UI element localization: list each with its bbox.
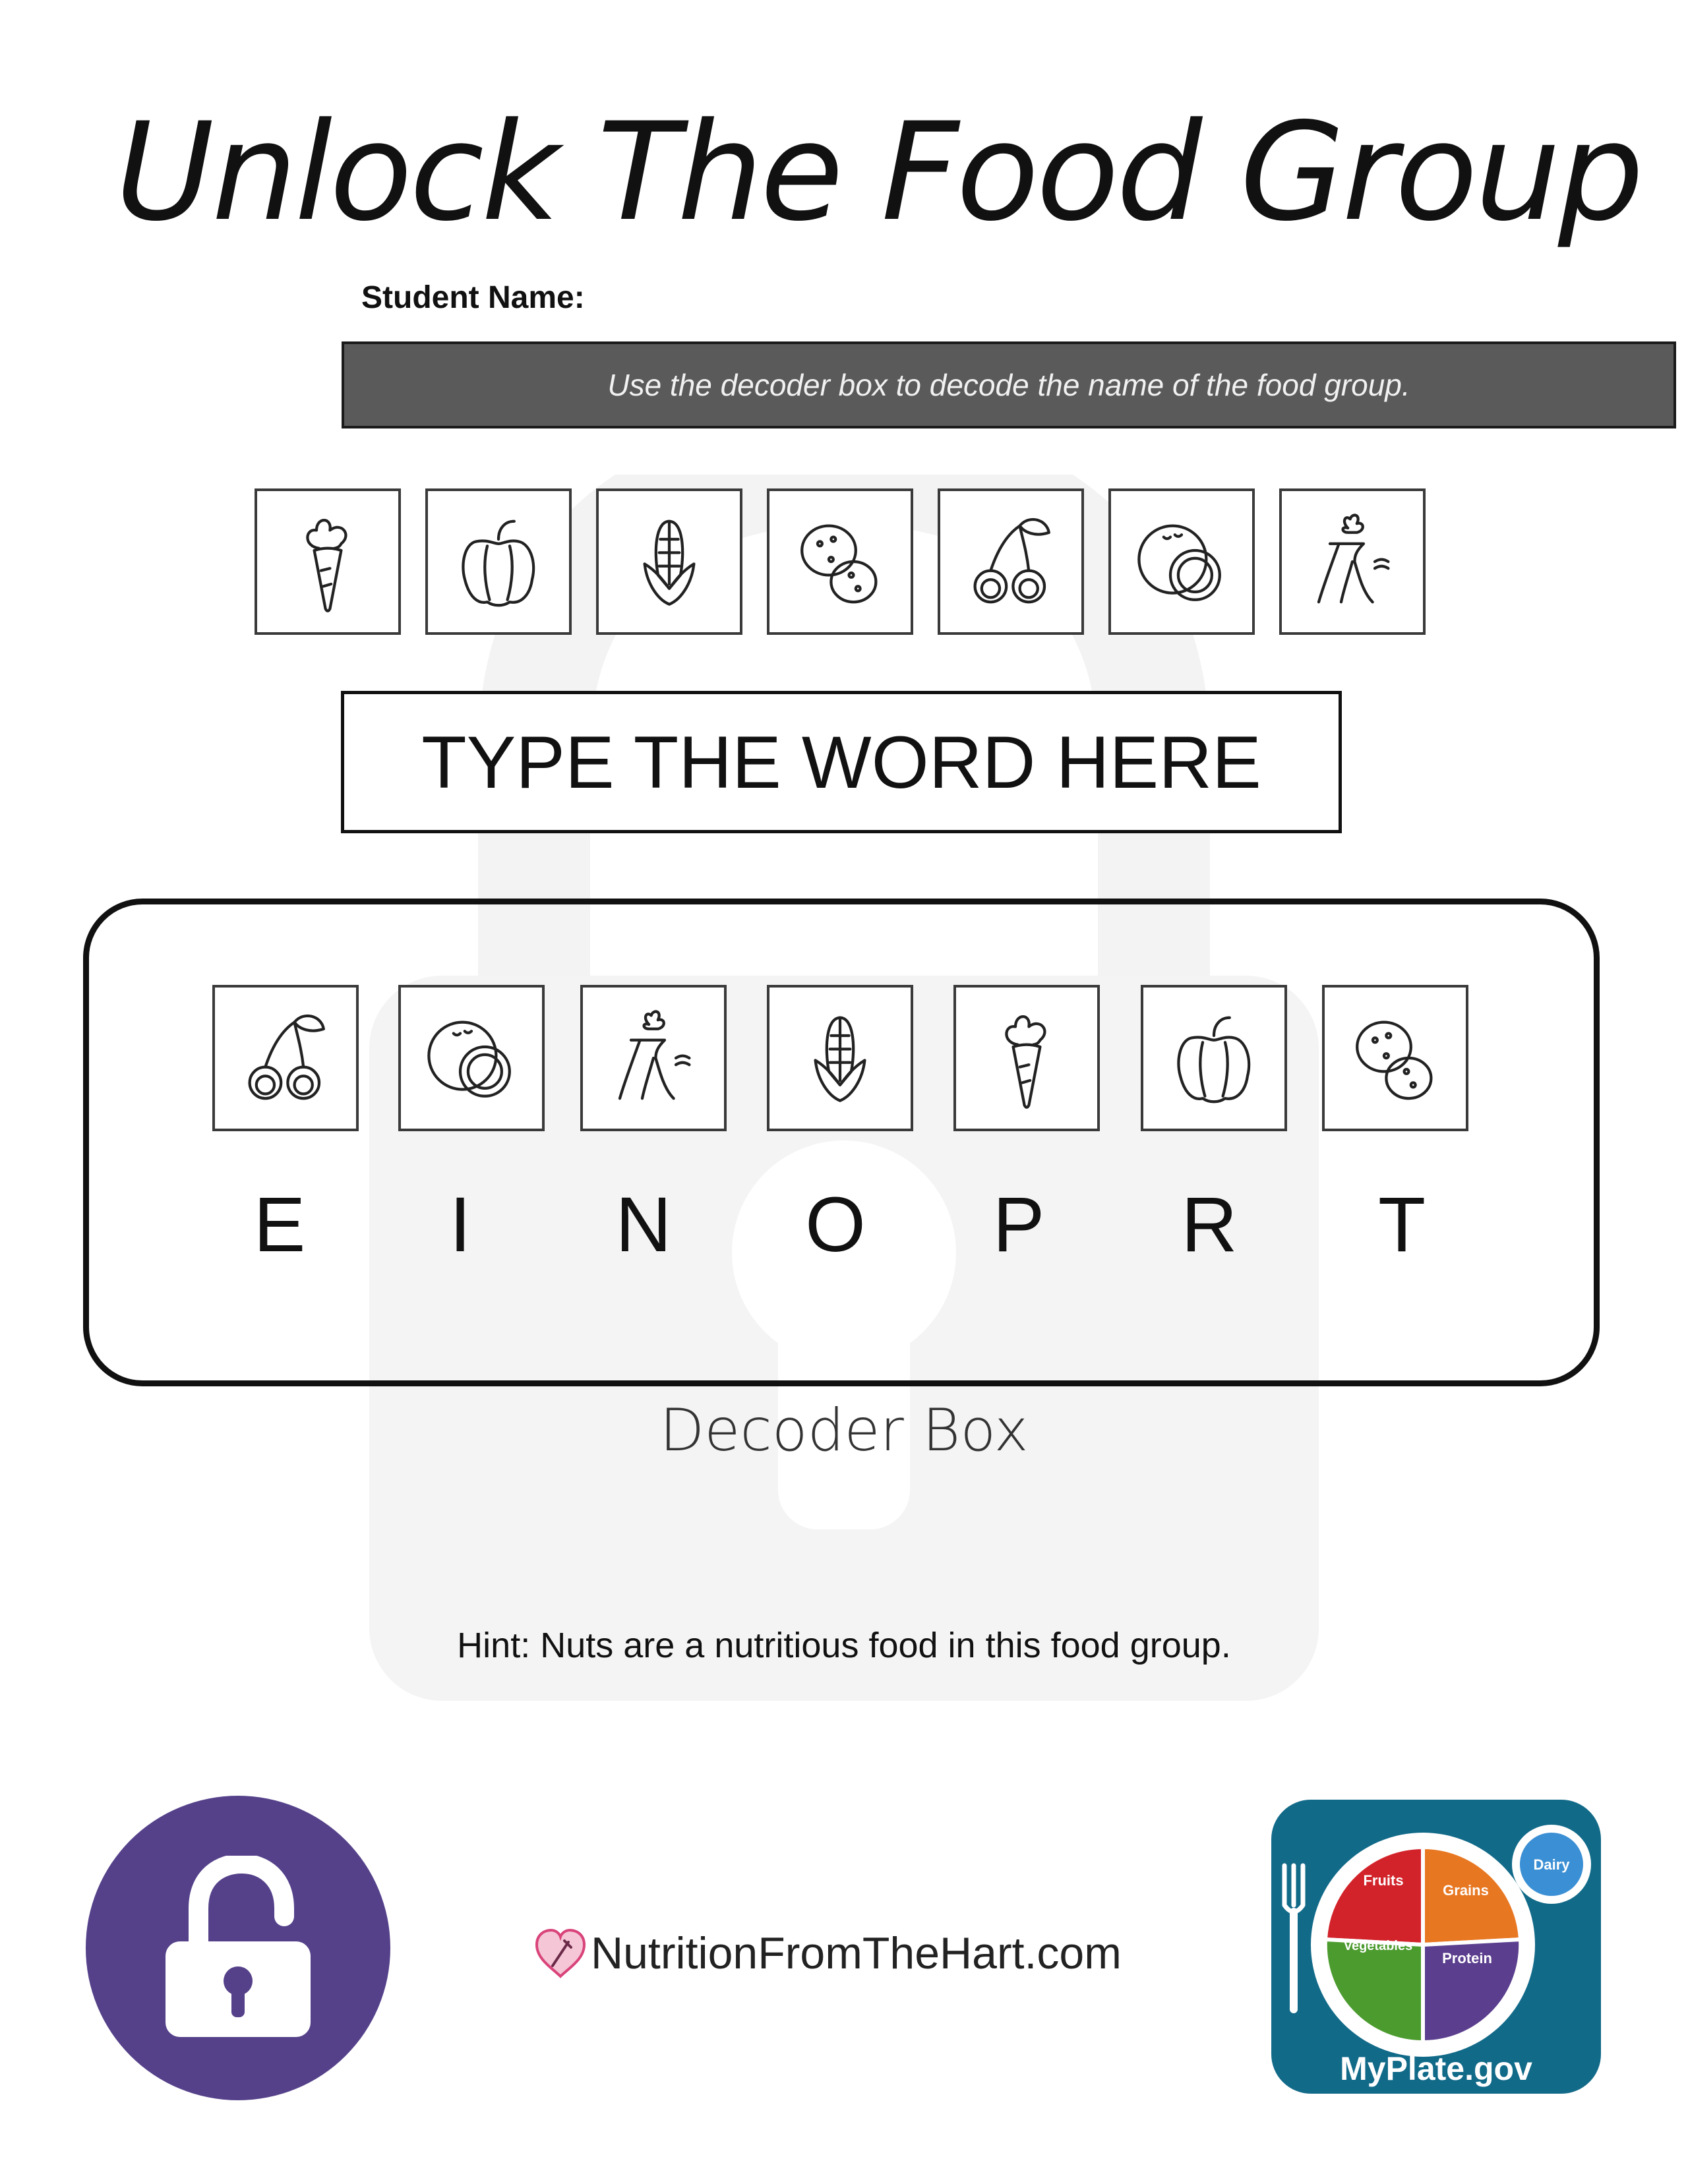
instructions-text: Use the decoder box to decode the name of the food group. <box>607 368 1410 402</box>
bell-pepper-icon <box>425 488 572 635</box>
coconut-icon <box>398 985 545 1131</box>
website-link[interactable] <box>533 1917 1122 1990</box>
decoder-box-label: Decoder Box <box>659 1396 1029 1464</box>
cherries-icon <box>212 985 359 1131</box>
decoder-letter: E <box>253 1181 306 1268</box>
corn-icon <box>767 985 913 1131</box>
hint-text: Hint: Nuts are a nutritious food in this food group. <box>457 1626 1231 1665</box>
coconut-icon <box>1108 488 1255 635</box>
corn-icon <box>596 488 742 635</box>
decoder-letter: T <box>1377 1181 1426 1268</box>
answer-placeholder: TYPE THE WORD HERE <box>421 721 1261 804</box>
decoder-letter: O <box>805 1181 866 1268</box>
sprout-icon <box>1279 488 1426 635</box>
unlock-button[interactable] <box>86 1796 390 2100</box>
myplate-brand: MyPlate.gov <box>1340 2050 1532 2087</box>
sprout-icon <box>580 985 727 1131</box>
answer-input[interactable] <box>341 691 1342 833</box>
myplate-fruits-label: Fruits <box>1363 1872 1404 1889</box>
page-title: Unlock The Food Group <box>115 94 1642 251</box>
decoder-box <box>83 899 1600 1386</box>
student-name-label: Student Name: <box>361 280 585 315</box>
carrot-icon <box>953 985 1100 1131</box>
potatoes-icon <box>767 488 913 635</box>
decoder-letter: N <box>615 1181 672 1268</box>
decoder-letter: I <box>449 1181 471 1268</box>
myplate-protein-label: Protein <box>1442 1950 1492 1966</box>
myplate-vegetables-label: Vegetables <box>1343 1939 1413 1953</box>
decoder-letter: P <box>992 1181 1045 1268</box>
heart-icon <box>533 1928 588 1979</box>
unlock-icon <box>159 1856 317 2040</box>
carrot-icon <box>255 488 401 635</box>
cherries-icon <box>938 488 1084 635</box>
instructions-bar <box>342 341 1676 428</box>
myplate-dairy-label: Dairy <box>1533 1856 1570 1873</box>
myplate-logo <box>1271 1800 1601 2094</box>
decoder-letter: R <box>1181 1181 1238 1268</box>
website-text: NutritionFromTheHart.com <box>591 1928 1122 1978</box>
bell-pepper-icon <box>1141 985 1287 1131</box>
myplate-grains-label: Grains <box>1443 1882 1489 1899</box>
potatoes-icon <box>1322 985 1468 1131</box>
